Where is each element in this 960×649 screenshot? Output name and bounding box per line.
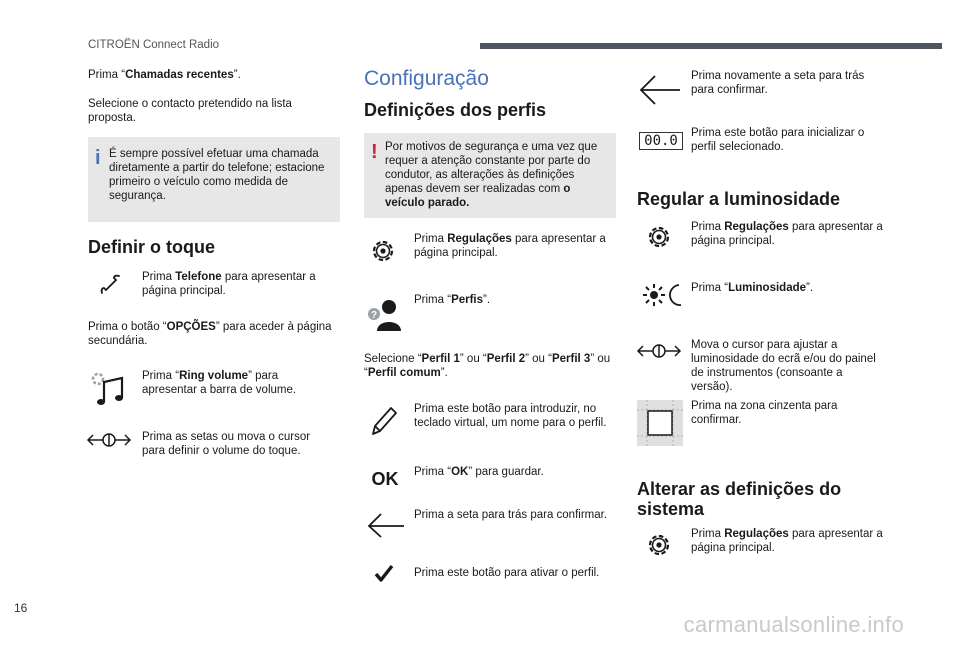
back-arrow-icon <box>637 73 683 107</box>
step-activate-profile: Prima este botão para ativar o perfil. <box>414 567 600 579</box>
heading-alterar-definicoes: Alterar as definições do sistema <box>637 479 842 519</box>
heading-definicoes-perfis: Definições dos perfis <box>364 100 547 120</box>
ok-icon: OK <box>371 469 399 489</box>
step-reset-profile: Prima este botão para inicializar o perfil selecionado. <box>691 127 865 153</box>
heading-regular-luminosidade: Regular a luminosidade <box>637 189 841 209</box>
grey-zone-icon <box>637 400 683 446</box>
step-telefone: Prima Telefone para apresentar a página principal. <box>142 271 316 297</box>
step-luminosidade: Prima “Luminosidade”. <box>691 282 814 294</box>
reset-icon <box>638 131 684 151</box>
step-selecione-perfil: Selecione “Perfil 1” ou “Perfil 2” ou “Perfil 3” ou “Perfil comum”. <box>364 353 611 379</box>
step-ring-volume: Prima “Ring volume” para apresentar a barra de volume. <box>142 370 297 396</box>
step-opcoes: Prima o botão “OPÇÕES” para aceder à página secundária. <box>88 321 332 347</box>
step-pencil: Prima este botão para introduzir, no teclado virtual, um nome para o perfil. <box>414 403 607 429</box>
info-tip-box <box>88 137 340 222</box>
phone-icon <box>96 270 124 298</box>
heading-definir-toque: Definir o toque <box>88 237 215 257</box>
step-regulacoes-luminosidade: Prima Regulações para apresentar a página principal. <box>691 221 883 247</box>
info-icon: i <box>95 147 101 169</box>
step-perfis: Prima “Perfis”. <box>414 294 491 306</box>
profile-icon <box>366 297 406 333</box>
warning-icon: ! <box>371 141 378 163</box>
section-title-configuracao: Configuração <box>364 67 489 90</box>
warning-box <box>364 133 616 218</box>
step-move-cursor: Mova o cursor para ajustar a luminosidade do ecrã e/ou do painel de instrumentos (consoante a versão). <box>691 339 876 393</box>
header-bar <box>480 43 942 49</box>
step-select-contact: Selecione o contacto pretendido na lista proposta. <box>88 98 292 124</box>
pencil-icon <box>368 403 400 439</box>
page-number: 16 <box>14 601 28 615</box>
svg-text:?: ? <box>370 310 378 321</box>
ring-volume-icon <box>88 370 128 408</box>
step-regulacoes-sistema: Prima Regulações para apresentar a página principal. <box>691 528 883 554</box>
reset-icon-label: 00.0 <box>639 132 683 150</box>
step-back-arrow: Prima a seta para trás para confirmar. <box>414 509 608 521</box>
warning-text: Por motivos de segurança e uma vez que requer a atenção constante por parte do condutor, as alterações às definições apenas devem ser realizadas com o veículo parado. <box>385 141 598 209</box>
step-grey-zone: Prima na zona cinzenta para confirmar. <box>691 400 838 426</box>
settings-gear-icon <box>368 236 398 266</box>
watermark: carmanualsonline.info <box>683 612 904 637</box>
brightness-icon <box>641 281 687 309</box>
info-tip-text: É sempre possível efetuar uma chamada diretamente a partir do telefone; estacione primeiro o veículo como medida de segurança. <box>109 148 325 202</box>
manual-header-title: CITROËN Connect Radio <box>88 39 220 51</box>
settings-gear-icon <box>644 222 674 252</box>
slider-arrows-icon <box>86 428 132 452</box>
slider-arrows-icon <box>636 339 682 363</box>
step-back-again: Prima novamente a seta para trás para confirmar. <box>691 70 865 96</box>
step-chamadas-recentes: Prima “Chamadas recentes”. <box>88 69 241 81</box>
check-icon <box>372 562 396 584</box>
step-ok: Prima “OK” para guardar. <box>414 466 544 478</box>
settings-gear-icon <box>644 530 674 560</box>
back-arrow-icon <box>366 511 406 539</box>
step-arrows-cursor: Prima as setas ou mova o cursor para definir o volume do toque. <box>142 431 311 457</box>
step-regulacoes: Prima Regulações para apresentar a página principal. <box>414 233 606 259</box>
